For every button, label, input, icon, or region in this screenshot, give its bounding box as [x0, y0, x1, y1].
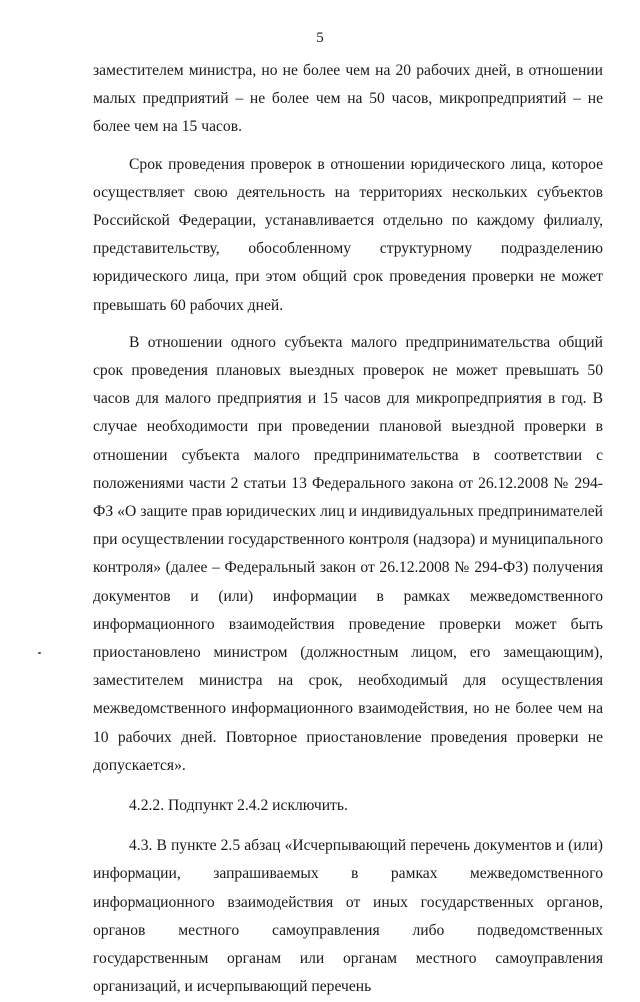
document-body: [93, 57, 603, 1002]
paragraph-5: 4.3. В пункте 2.5 абзац «Исчерпывающий перечень документов и (или) информации, запрашиваемых в рамках межведомственного информационного взаимодействия от иных государственных органов, органов местного самоуправления либо подведомственных государственным органам или органам местного самоуправления организаций, и исчерпывающий перечень: [93, 837, 603, 996]
paragraph-3: В отношении одного субъекта малого предпринимательства общий срок проведения плановых выездных проверок не может превышать 50 часов для малого предприятия и 15 часов для микропредприятия в год. В случае необходимости при проведении плановой выездной проверки в отношении субъекта малого предпринимательства в соответствии с положениями части 2 статьи 13 Федерального закона от 26.12.2008 № 294-ФЗ «О защите прав юридических лиц и индивидуальных предпринимателей при осуществлении государственного контроля (надзора) и муниципального контроля» (далее – Федеральный закон от 26.12.2008 № 294-ФЗ) получения документов и (или) информации в рамках межведомственного информационного взаимодействия проведение проверки может быть приостановлено министром (должностным лицом, его замещающим), заместителем министра на срок, необходимый для осуществления межведомственного информационного взаимодействия, но не более чем на 10 рабочих дней. Повторное приостановление проведения проверки не допускается».: [93, 333, 603, 774]
paragraph-4: 4.2.2. Подпункт 2.4.2 исключить.: [129, 797, 348, 815]
scan-speck: [38, 652, 41, 654]
paragraph-2: Срок проведения проверок в отношении юридического лица, которое осуществляет свою деятельность на территориях нескольких субъектов Российской Федерации, устанавливается отдельно по каждому филиалу, представительству, обособленному структурному подразделению юридического лица, при этом общий срок проведения проверки не может превышать 60 рабочих дней.: [93, 155, 603, 314]
page-number: 5: [316, 30, 324, 46]
paragraph-1: заместителем министра, но не более чем на 20 рабочих дней, в отношении малых предприятий – не более чем на 50 часов, микропредприятий – не более чем на 15 часов.: [93, 62, 603, 136]
